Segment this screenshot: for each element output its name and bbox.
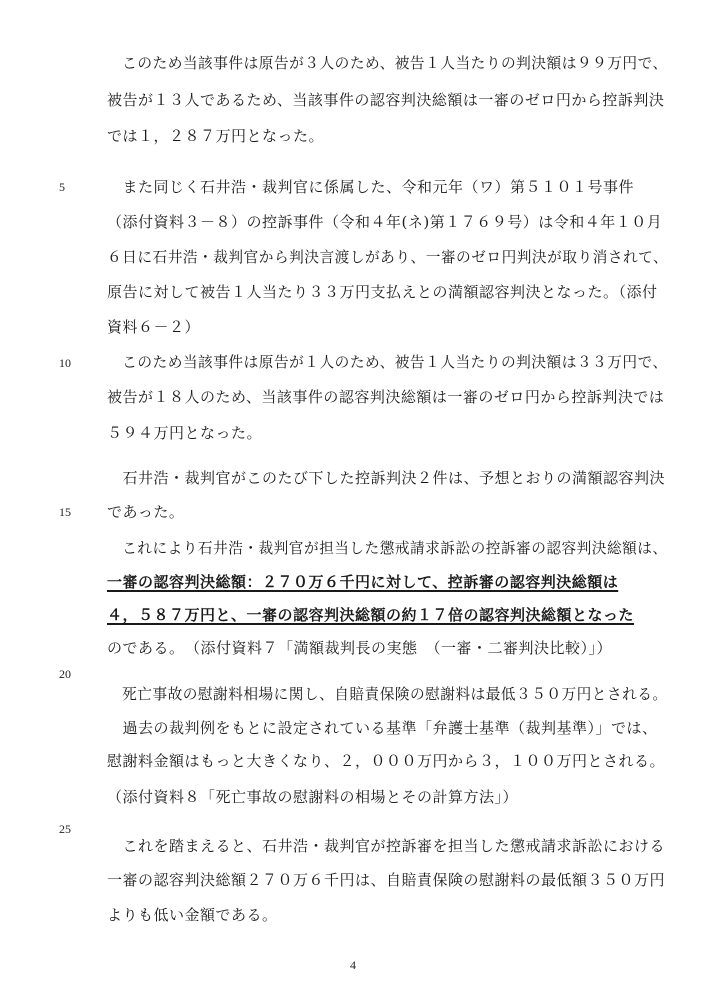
line-number: 20 (59, 667, 71, 681)
text-line: 死亡事故の慰謝料相場に関し、自賠責保険の慰謝料は最低３５０万円とされる。 (107, 685, 668, 703)
text-line: 被告が１８人のため、当該事件の認容判決総額は一審のゼロ円から控訴判決では (107, 388, 665, 406)
text-line: ５９４万円となった。 (107, 424, 263, 442)
text-line: このため当該事件は原告が１人のため、被告１人当たりの判決額は３３万円で、 (107, 353, 668, 371)
text-line: （添付資料８「死亡事故の慰謝料の相場とその計算方法」） (107, 788, 519, 806)
text-line: よりも低い金額である。 (107, 906, 278, 924)
line-number: 25 (59, 822, 71, 836)
line-number: 15 (59, 505, 71, 519)
text-line: ６日に石井浩・裁判官から判決言渡しがあり、一審のゼロ円判決が取り消されて、 (107, 248, 669, 266)
text-line: 過去の裁判例をもとに設定されている基準「弁護士基準（裁判基準）」では、 (107, 719, 658, 737)
underlined-line: ４，５８７万円と、一審の認容判決総額の約１７倍の認容判決総額となった (107, 606, 635, 624)
text-line: これにより石井浩・裁判官が担当した懲戒請求訴訟の控訴審の認容判決総額は、 (107, 539, 668, 557)
line-number: 10 (59, 356, 71, 370)
text-line: 石井浩・裁判官がこのたび下した控訴判決２件は、予想とおりの満額認容判決 (107, 469, 666, 487)
page-number: 4 (350, 958, 356, 972)
text-line: であった。 (107, 503, 185, 521)
text-line: では１，２８７万円となった。 (107, 127, 325, 145)
text-line: このため当該事件は原告が３人のため、被告１人当たりの判決額は９９万円で、 (107, 54, 668, 72)
text-line: 資料６－２） (107, 318, 201, 336)
text-line: また同じく石井浩・裁判官に係属した、令和元年（ワ）第５１０１号事件 (107, 178, 635, 196)
text-line: 慰謝料金額はもっと大きくなり、２，０００万円から３，１００万円とされる。 (107, 752, 666, 770)
text-line: 被告が１３人であるため、当該事件の認容判決総額は一審のゼロ円から控訴判決 (107, 91, 665, 109)
text-line: のである。 （添付資料７「満額裁判長の実態 （一審・二審判決比較）」） (107, 639, 613, 657)
text-line: 一審の認容判決総額２７０万６千円は、自賠責保険の慰謝料の最低額３５０万円 (107, 871, 666, 889)
line-number: 5 (59, 180, 65, 194)
text-line: （添付資料３－８）の控訴事件（令和４年(ネ)第１７６９号）は令和４年１０月 (107, 213, 663, 231)
text-line: 原告に対して被告１人当たり３３万円支払えとの満額認容判決となった。（添付 (107, 283, 658, 301)
underlined-line: 一審の認容判決総額：２７０万６千円に対して、控訴審の認容判決総額は (107, 573, 619, 591)
text-line: これを踏まえると、石井浩・裁判官が控訴審を担当した懲戒請求訴訟における (107, 837, 666, 855)
